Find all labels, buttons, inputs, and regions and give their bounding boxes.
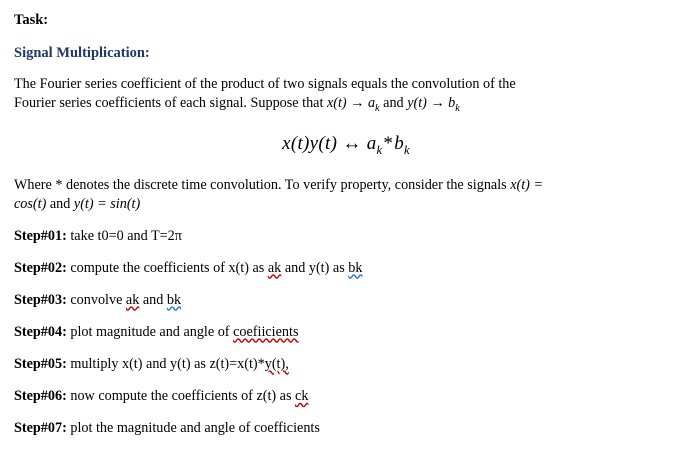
equation-arrow: ↔ <box>342 132 362 154</box>
steps-list <box>14 228 678 437</box>
step-text-part: ak <box>267 259 282 276</box>
intro-ak-sub: k <box>375 102 380 114</box>
equation-rhs-a-sub: k <box>376 142 383 157</box>
step-text-part: bk <box>348 259 363 276</box>
verify-and: and <box>46 195 74 212</box>
intro-bk-sub: k <box>455 102 460 114</box>
step-text-part: ak <box>125 291 140 308</box>
verify-x-equals: x(t) = <box>510 176 544 193</box>
step-text-part: and <box>139 291 167 308</box>
step-item <box>14 292 678 309</box>
verify-cos: cos(t) <box>14 195 47 212</box>
step-text-part: multiply x(t) and y(t) as z(t)=x(t)* <box>66 355 265 372</box>
step-item <box>14 260 678 277</box>
step-label: Step#05: <box>14 355 67 372</box>
step-text-part: y(t), <box>264 355 289 372</box>
verify-paragraph <box>14 176 664 214</box>
equation-rhs-b-sub: k <box>404 142 410 157</box>
step-text-part: take t0=0 and T=2 <box>66 227 175 244</box>
step-item <box>14 324 678 341</box>
verify-text: Where * denotes the discrete time convolution. To verify property, consider the signals <box>14 176 511 193</box>
section-title: Signal Multiplication: <box>14 45 150 62</box>
verify-y-equals: y(t) = <box>73 195 111 212</box>
task-label: Task: <box>14 12 49 28</box>
step-label: Step#01: <box>14 227 67 244</box>
intro-bk: b <box>448 94 456 111</box>
step-label: Step#07: <box>14 419 67 436</box>
step-text-part: compute the coefficients of x(t) as <box>66 259 268 276</box>
main-equation <box>14 133 678 158</box>
step-text-part: plot magnitude and angle of <box>66 323 234 340</box>
equation-star: * <box>383 132 394 154</box>
equation-lhs: x(t)y(t) <box>282 132 338 154</box>
intro-and: and <box>379 94 408 111</box>
step-label: Step#03: <box>14 291 67 308</box>
step-text-part: plot the magnitude and angle of coefficients <box>66 419 320 436</box>
step-item <box>14 228 678 245</box>
step-text-part: ck <box>295 387 309 404</box>
step-item <box>14 356 678 373</box>
step-text-part: coefiicients <box>233 323 299 340</box>
intro-line-2-text: Fourier series coefficients of each signal. Suppose that <box>14 94 327 111</box>
intro-x: x(t) <box>326 94 347 111</box>
step-text-part: now compute the coefficients of z(t) as <box>66 387 296 404</box>
step-text-part: and y(t) as <box>281 259 349 276</box>
intro-line-1: The Fourier series coefficient of the product of two signals equals the convolution of the <box>14 75 516 92</box>
equation-rhs-b: b <box>394 132 404 154</box>
equation-rhs-a: a <box>366 132 377 154</box>
verify-sin: sin(t) <box>110 195 141 212</box>
step-text-part: bk <box>166 291 182 308</box>
step-label: Step#02: <box>14 259 67 276</box>
intro-arrow-1: → <box>346 94 368 111</box>
intro-paragraph <box>14 75 654 115</box>
step-text-part: convolve <box>66 291 126 308</box>
step-item <box>14 420 678 437</box>
step-label: Step#06: <box>14 387 67 404</box>
step-text-part: π <box>174 227 182 244</box>
intro-arrow-2: → <box>426 94 449 111</box>
intro-y: y(t) <box>407 94 427 111</box>
intro-ak: a <box>367 94 376 111</box>
step-label: Step#04: <box>14 323 67 340</box>
step-item <box>14 388 678 405</box>
